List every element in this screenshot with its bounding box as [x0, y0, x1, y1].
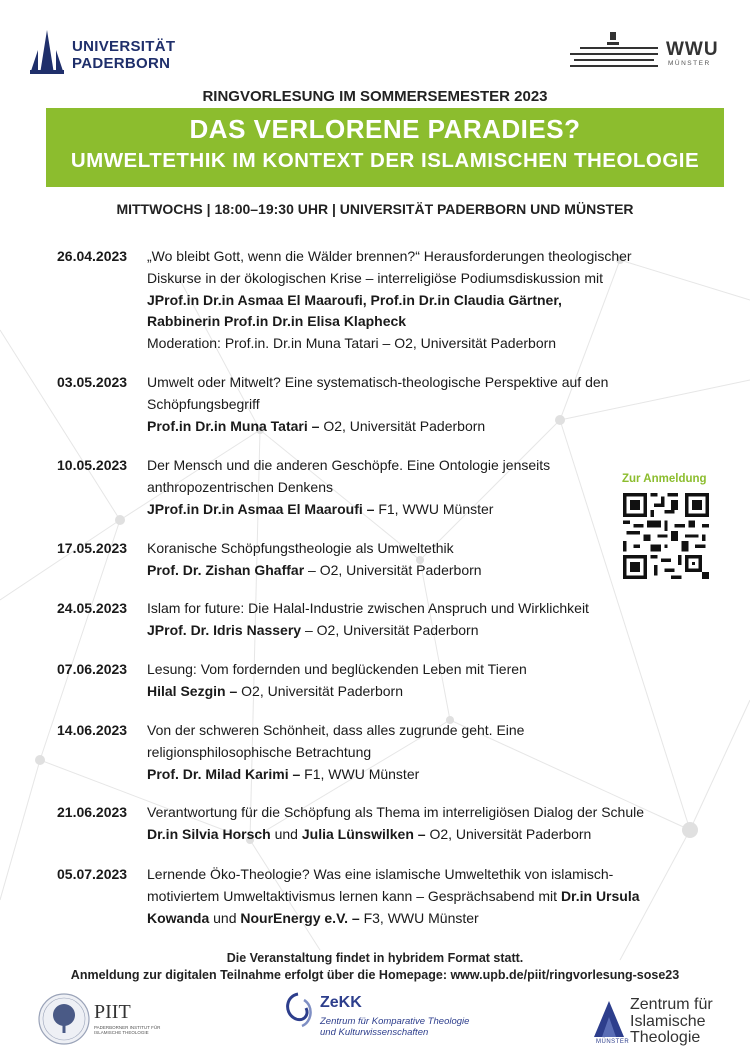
paderborn-emblem-icon: [30, 30, 64, 74]
event-title: motiviertem Umweltaktivismus lernen kann – Gesprächsabend mit: [147, 887, 561, 904]
event-item: [57, 598, 667, 642]
zit-line1: Zentrum für: [630, 996, 713, 1013]
event-item: [57, 246, 667, 355]
registration-label: Zur Anmeldung: [622, 473, 707, 485]
title-banner: [46, 108, 724, 187]
wwu-sub: MÜNSTER: [668, 60, 711, 67]
event-title: Diskurse in der ökologischen Krise – interreligiöse Podiumsdiskussion mit: [147, 269, 603, 286]
event-speakers: Rabbinerin Prof.in Dr.in Elisa Klapheck: [147, 313, 407, 330]
event-item: [57, 455, 667, 520]
event-venue: – O2, Universität Paderborn: [301, 621, 479, 638]
main-subtitle: UMWELTETHIK IM KONTEXT DER ISLAMISCHEN THEOLOGIE: [70, 149, 700, 172]
wwu-name: WWU: [666, 39, 719, 60]
event-title: Lesung: Vom fordernden und beglückenden Leben mit Tieren: [147, 661, 527, 677]
event-item: [57, 720, 667, 785]
zekk-sub-line1: Zentrum für Komparative Theologie: [320, 1016, 470, 1027]
event-speaker: JProf.in Dr.in Asmaa El Maaroufi –: [147, 500, 375, 517]
event-date: 05.07.2023: [57, 866, 128, 882]
event-venue: F1, WWU Münster: [300, 765, 420, 782]
event-date: 10.05.2023: [57, 457, 128, 473]
event-title: Von der schweren Schönheit, dass alles zugrunde geht. Eine: [147, 722, 525, 738]
event-venue: O2, Universität Paderborn: [319, 417, 486, 434]
event-speaker: Julia Lünswilken –: [301, 825, 426, 842]
event-item: [57, 659, 667, 703]
event-speaker: JProf. Dr. Idris Nassery: [147, 621, 302, 638]
event-title: Der Mensch und die anderen Geschöpfe. Eine Ontologie jenseits: [147, 457, 551, 473]
wwu-building-icon: [570, 30, 660, 70]
event-speaker: Dr.in Silvia Horsch: [147, 825, 271, 842]
event-title: „Wo bleibt Gott, wenn die Wälder brennen?“ Herausforderungen theologischer: [147, 248, 632, 264]
event-title: Islam for future: Die Halal-Industrie zwischen Anspruch und Wirklichkeit: [147, 600, 589, 616]
event-date: 24.05.2023: [57, 600, 128, 616]
event-venue: F3, WWU Münster: [359, 909, 479, 926]
event-date: 21.06.2023: [57, 804, 128, 820]
event-date: 14.06.2023: [57, 722, 128, 738]
registration-qr-code-icon[interactable]: [623, 493, 709, 579]
zekk-sub-line2: und Kulturwissenschaften: [320, 1027, 429, 1038]
event-item: [57, 802, 667, 846]
event-title: Schöpfungsbegriff: [147, 395, 260, 412]
upb-name-line2: PADERBORN: [72, 55, 171, 72]
zit-logo: [594, 997, 724, 1049]
event-title: Verantwortung für die Schöpfung als Thema im interreligiösen Dialog der Schule: [147, 804, 645, 820]
piit-logo: [38, 993, 188, 1045]
event-speakers: JProf.in Dr.in Asmaa El Maaroufi, Prof.in Dr.in Claudia Gärtner,: [147, 291, 562, 308]
footer-hybrid-note: Die Veranstaltung findet in hybridem Format statt.: [226, 951, 524, 965]
zit-tag: MÜNSTER: [596, 1039, 630, 1045]
event-speaker: Prof. Dr. Milad Karimi –: [147, 765, 301, 782]
event-item: [57, 372, 667, 437]
event-title: Umwelt oder Mitwelt? Eine systematisch-theologische Perspektive auf den: [147, 374, 609, 390]
event-speaker: Kowanda: [147, 909, 210, 926]
universitaet-paderborn-logo: [30, 30, 190, 78]
event-date: 07.06.2023: [57, 661, 128, 677]
zit-emblem-icon: [594, 1001, 624, 1037]
main-title: DAS VERLORENE PARADIES?: [189, 114, 581, 144]
event-venue: – O2, Universität Paderborn: [304, 561, 482, 578]
event-speaker: Prof.in Dr.in Muna Tatari –: [147, 417, 320, 434]
event-speaker: NourEnergy e.V. –: [240, 909, 360, 926]
event-title: Lernende Öko-Theologie? Was eine islamische Umweltethik von islamisch-: [147, 866, 614, 882]
event-venue: O2, Universität Paderborn: [425, 825, 592, 842]
event-title: anthropozentrischen Denkens: [147, 478, 334, 495]
event-connector: und: [209, 909, 241, 926]
event-item: [57, 864, 667, 929]
swirl-icon: [280, 990, 316, 1030]
event-connector: und: [270, 825, 302, 842]
event-speaker: Hilal Sezgin –: [147, 682, 238, 699]
tree-emblem-icon: [38, 993, 90, 1045]
event-moderation: Moderation: Prof.in. Dr.in Muna Tatari – O2, Universität Paderborn: [147, 335, 557, 352]
event-date: 17.05.2023: [57, 540, 128, 556]
event-title: Koranische Schöpfungstheologie als Umweltethik: [147, 540, 454, 556]
zekk-name: ZeKK: [320, 994, 362, 1011]
event-venue: F1, WWU Münster: [374, 500, 494, 517]
piit-sub: PADERBORNER INSTITUT FÜR ISLAMISCHE THEOLOGIE: [94, 1025, 161, 1035]
schedule-line: MITTWOCHS | 18:00–19:30 UHR | UNIVERSITÄT PADERBORN UND MÜNSTER: [116, 201, 634, 217]
event-date: 03.05.2023: [57, 374, 128, 390]
series-title: RINGVORLESUNG IM SOMMERSEMESTER 2023: [202, 88, 548, 105]
event-date: 26.04.2023: [57, 248, 128, 264]
event-venue: O2, Universität Paderborn: [237, 682, 403, 699]
zit-line2: Islamische: [630, 1012, 706, 1030]
event-speaker: Dr.in Ursula: [560, 887, 640, 904]
zekk-logo: [280, 990, 500, 1046]
upb-name-line1: UNIVERSITÄT: [72, 38, 176, 55]
event-title: religionsphilosophische Betrachtung: [147, 743, 372, 760]
wwu-muenster-logo: [570, 30, 720, 72]
event-item: [57, 538, 667, 582]
zit-line3: Theologie: [630, 1029, 701, 1046]
piit-name: PIIT: [94, 1001, 131, 1023]
footer-registration-note: Anmeldung zur digitalen Teilnahme erfolgt über die Homepage: www.upb.de/piit/ringvorlesung-sose23: [70, 968, 680, 982]
event-speaker: Prof. Dr. Zishan Ghaffar: [147, 561, 305, 578]
